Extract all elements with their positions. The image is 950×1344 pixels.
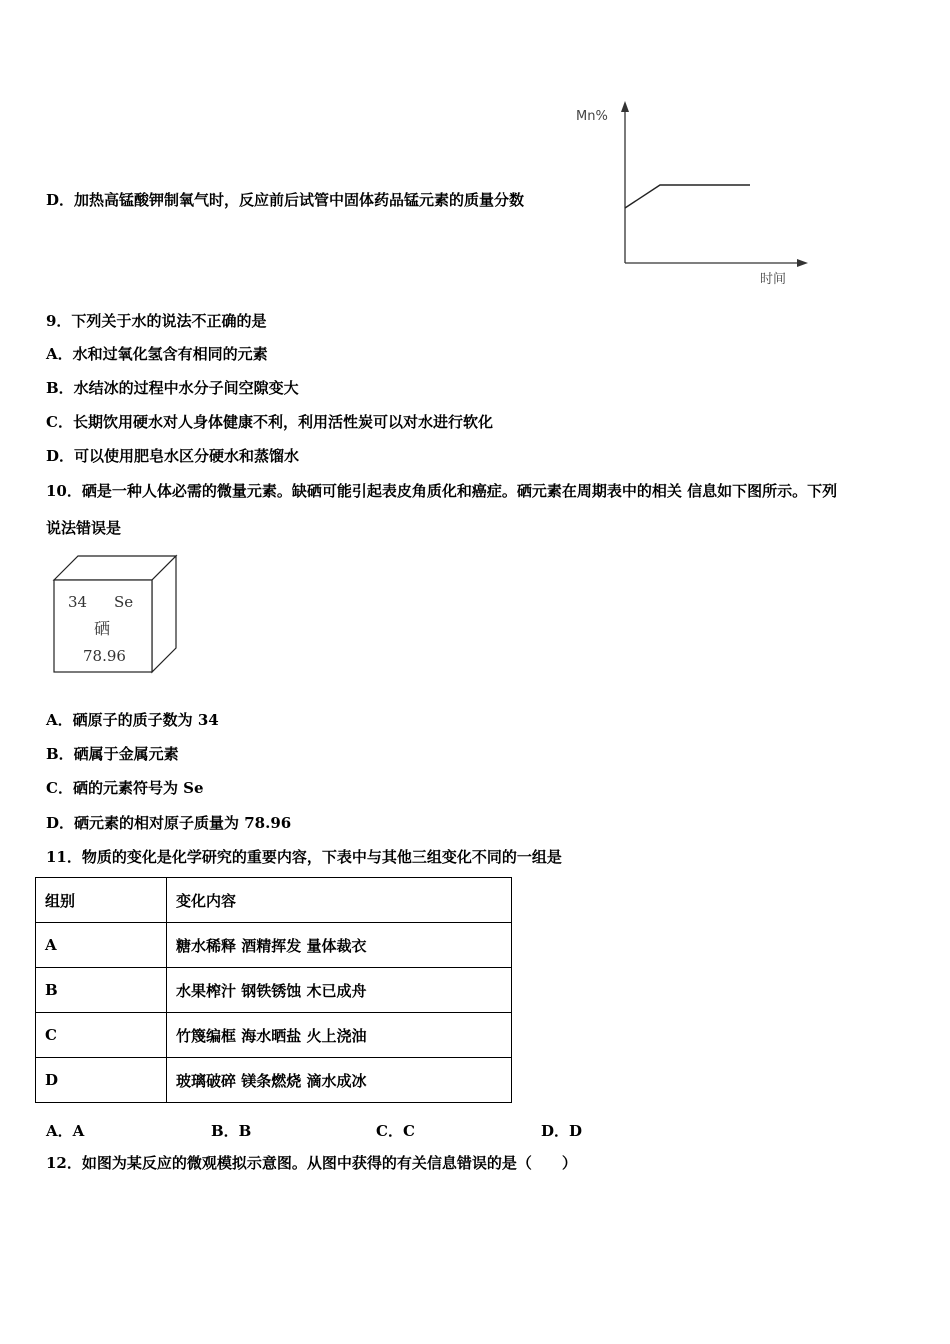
q11-stem: 11．物质的变化是化学研究的重要内容，下表中与其他三组变化不同的一组是	[46, 848, 562, 866]
table-row	[36, 1013, 512, 1058]
table-cell: 竹篾编框 海水晒盐 火上浇油	[167, 1013, 512, 1058]
q9-option-b: B．水结冰的过程中水分子间空隙变大	[46, 379, 299, 397]
q11-answer-a: A．A	[46, 1122, 85, 1140]
q11-answer-c: C．C	[376, 1122, 415, 1140]
q12-stem: 12．如图为某反应的微观模拟示意图。从图中获得的有关信息错误的是（ ）	[46, 1154, 577, 1172]
table-cell: 水果榨汁 钢铁锈蚀 木已成舟	[167, 968, 512, 1013]
q9-option-c: C．长期饮用硬水对人身体健康不利，利用活性炭可以对水进行软化	[46, 413, 493, 431]
q10-option-a: A．硒原子的质子数为 34	[46, 711, 219, 729]
mn-percent-chart	[570, 95, 820, 295]
x-axis-label: 时间	[760, 272, 787, 287]
table-cell: A	[36, 923, 167, 968]
x-axis-arrow	[797, 259, 808, 267]
table-header-cell: 变化内容	[167, 878, 512, 923]
q9-option-d: D．可以使用肥皂水区分硬水和蒸馏水	[46, 447, 300, 465]
selenium-element-card	[50, 552, 182, 674]
table-header-cell: 组别	[36, 878, 167, 923]
q8-option-d: D．加热高锰酸钾制氧气时，反应前后试管中固体药品锰元素的质量分数	[46, 191, 525, 209]
q9-stem: 9．下列关于水的说法不正确的是	[46, 312, 267, 330]
q9-option-a: A．水和过氧化氢含有相同的元素	[46, 345, 268, 363]
q11-table	[35, 877, 512, 1103]
table-row	[36, 1058, 512, 1103]
q10-option-d: D．硒元素的相对原子质量为 78.96	[46, 814, 292, 832]
q10-option-b: B．硒属于金属元素	[46, 745, 179, 763]
q10-option-c: C．硒的元素符号为 Se	[46, 779, 204, 797]
y-axis-arrow	[621, 101, 629, 112]
table-cell: 玻璃破碎 镁条燃烧 滴水成冰	[167, 1058, 512, 1103]
atomic-number: 34	[68, 593, 88, 611]
q10-stem-line1: 10．硒是一种人体必需的微量元素。缺硒可能引起表皮角质化和癌症。硒元素在周期表中的相关 信息如下图所示。下列	[46, 482, 838, 500]
table-cell: B	[36, 968, 167, 1013]
table-row	[36, 923, 512, 968]
table-cell: D	[36, 1058, 167, 1103]
element-symbol: Se	[114, 593, 134, 611]
q11-answer-b: B．B	[211, 1122, 252, 1140]
table-header-row	[36, 878, 512, 923]
series-line-mn	[625, 185, 750, 208]
q11-answer-d: D．D	[541, 1122, 583, 1140]
y-axis-label: Mn%	[576, 109, 608, 124]
table-cell: 糖水稀释 酒精挥发 量体裁衣	[167, 923, 512, 968]
q10-stem-line2: 说法错误是	[46, 519, 122, 537]
element-cube-svg	[50, 552, 182, 674]
element-name: 硒	[94, 619, 111, 638]
table-row	[36, 968, 512, 1013]
chart-svg	[570, 95, 820, 295]
atomic-mass: 78.96	[83, 647, 126, 665]
table-cell: C	[36, 1013, 167, 1058]
